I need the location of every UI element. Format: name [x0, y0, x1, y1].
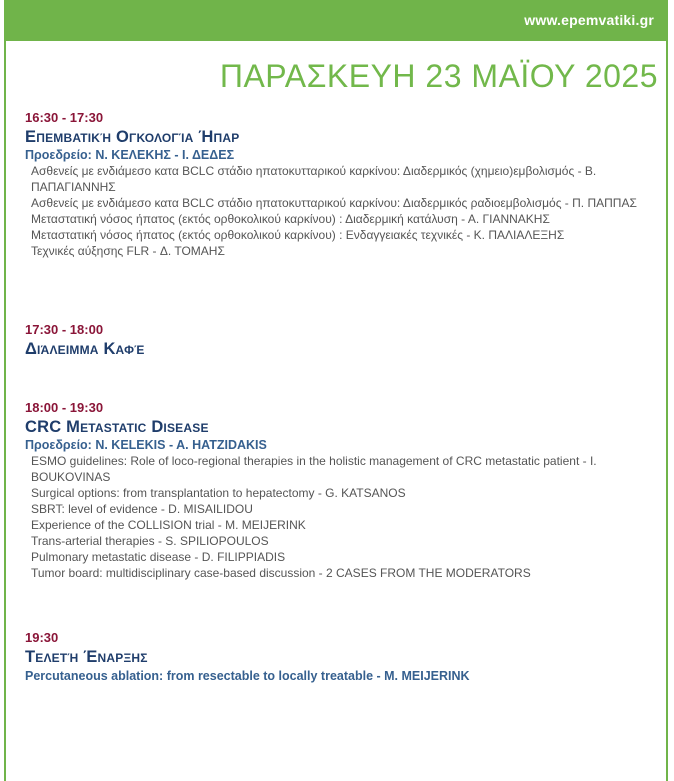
session-time: 18:00 - 19:30	[25, 400, 104, 415]
session-time: 16:30 - 17:30	[25, 110, 104, 125]
session-chair: Προεδρείο: Ν. ΚΕΛΕΚΗΣ - Ι. ΔΕΔΕΣ	[25, 148, 235, 162]
header-bar	[4, 0, 668, 41]
list-item: Tumor board: multidisciplinary case-based discussion - 2 CASES FROM THE MODERATORS	[31, 566, 531, 580]
list-item: Μεταστατική νόσος ήπατος (εκτός ορθοκολικού καρκίνου) : Διαδερμική κατάλυση - Α. ΓΙΑΝΝΑΚΗΣ	[31, 212, 550, 226]
session-title: CRC Metastatic Disease	[25, 418, 209, 436]
list-item: Μεταστατική νόσος ήπατος (εκτός ορθοκολικού καρκίνου) : Ενδαγγειακές τεχνικές - Κ. ΠΑΛΙΑΛΕΞΗΣ	[31, 228, 565, 242]
session-title: Διάλειμμα Καφέ	[25, 340, 145, 358]
list-item: Surgical options: from transplantation to hepatectomy - G. KATSANOS	[31, 486, 406, 500]
session-2	[25, 322, 665, 360]
session-title: Επεμβατική Ογκολογία Ήπαρ	[25, 128, 240, 146]
session-chair: Προεδρείο: N. KELEKIS - A. HATZIDAKIS	[25, 438, 267, 452]
session-time: 19:30	[25, 630, 59, 645]
page-title: ΠΑΡΑΣΚΕΥΗ 23 ΜΑΪΟΥ 2025	[219, 58, 658, 94]
session-1	[25, 110, 665, 259]
list-item: Τεχνικές αύξησης FLR - Δ. ΤΟΜΑΗΣ	[31, 244, 225, 258]
list-item: Trans-arterial therapies - S. SPILIOPOULOS	[31, 534, 269, 548]
talk-list	[31, 453, 665, 581]
list-item: ESMO guidelines: Role of loco-regional therapies in the holistic management of CRC metastatic patient - I. BOUKOVINAS	[31, 454, 597, 484]
session-title: Τελετή Έναρξης	[25, 648, 148, 666]
list-item: Ασθενείς με ενδιάμεσο κατα BCLC στάδιο ηπατοκυτταρικού καρκίνου: Διαδερμικός (χημειο)εμβολισμός - Β. ΠΑΠΑΓΙΑΝΝΗΣ	[31, 164, 597, 194]
session-time: 17:30 - 18:00	[25, 322, 104, 337]
website-link[interactable]: www.epemvatiki.gr	[524, 12, 654, 28]
session-4	[25, 630, 665, 684]
list-item: Ασθενείς με ενδιάμεσο κατα BCLC στάδιο ηπατοκυτταρικού καρκίνου: Διαδερμικός ραδιοεμβολισμός - Π. ΠΑΠΠΑΣ	[31, 196, 637, 210]
list-item: Pulmonary metastatic disease - D. FILIPPIADIS	[31, 550, 286, 564]
session-3	[25, 400, 665, 581]
list-item: Experience of the COLLISION trial - M. MEIJERINK	[31, 518, 306, 532]
opening-lecture: Percutaneous ablation: from resectable to locally treatable - M. MEIJERINK	[25, 669, 470, 683]
list-item: SBRT: level of evidence - D. MISAILIDOU	[31, 502, 253, 516]
talk-list	[31, 163, 665, 259]
